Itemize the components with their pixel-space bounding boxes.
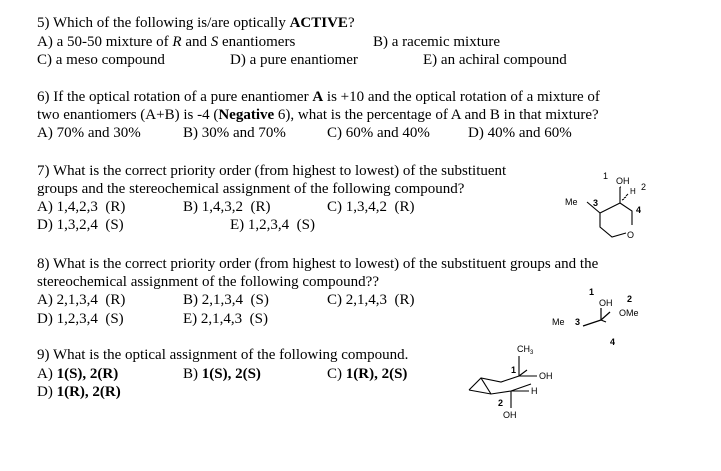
q8-option-c[interactable]: C) 2,1,4,3 (R) (327, 292, 415, 308)
q9-label-h: H (531, 386, 538, 396)
q7-label-me: Me (565, 197, 578, 207)
q8-label-me: Me (552, 317, 565, 327)
q7-label-2: 2 (641, 182, 647, 192)
q7-bonds (587, 187, 632, 237)
q7-option-b[interactable]: B) 1,4,3,2 (R) (183, 199, 271, 215)
q5-option-d[interactable]: D) a pure enantiomer (230, 52, 358, 68)
q7-option-e[interactable]: E) 1,2,3,4 (S) (230, 217, 315, 233)
q7-option-a[interactable]: A) 1,4,2,3 (R) (37, 199, 126, 215)
q7-label-1: 1 (603, 171, 609, 181)
q8-label-ome: OMe (619, 308, 639, 318)
q8-stem-line2: stereochemical assignment of the following compound?? (37, 274, 379, 290)
q7-label-o: O (627, 230, 635, 240)
q8-label-2: 2 (627, 294, 633, 304)
q9-option-d[interactable]: D) 1(R), 2(R) (37, 384, 121, 400)
q7-label-h: H (630, 187, 636, 196)
q7-label-4: 4 (636, 205, 642, 215)
q9-label-2: 2 (498, 398, 504, 408)
q6-option-d[interactable]: D) 40% and 60% (468, 125, 572, 141)
q5-option-a[interactable]: A) a 50-50 mixture of R and S enantiomers (37, 34, 296, 50)
q8-label-oh: OH (599, 298, 613, 308)
q8-option-d[interactable]: D) 1,2,3,4 (S) (37, 311, 124, 327)
q9-option-c[interactable]: C) 1(R), 2(S) (327, 366, 408, 382)
q9-label-ch3: $CH_3$ (517, 344, 534, 356)
q7-hash-bond (622, 194, 628, 200)
q9-label-oh-right: OH (539, 371, 553, 381)
q6-option-a[interactable]: A) 70% and 30% (37, 125, 141, 141)
q5-option-b[interactable]: B) a racemic mixture (373, 34, 501, 50)
q5-option-c[interactable]: C) a meso compound (37, 52, 165, 68)
q9-structure (455, 338, 595, 428)
q9-label-oh-bottom: OH (503, 410, 517, 420)
q8-label-3: 3 (575, 317, 581, 327)
q7-stem-line1: 7) What is the correct priority order (from highest to lowest) of the substituent (37, 163, 507, 179)
q8-option-b[interactable]: B) 2,1,3,4 (S) (183, 292, 269, 308)
q8-stem-line1: 8) What is the correct priority order (from highest to lowest) of the substituent groups and the (37, 256, 599, 272)
q9-stem: 9) What is the optical assignment of the following compound. (37, 347, 409, 363)
q6-option-c[interactable]: C) 60% and 40% (327, 125, 430, 141)
q8-option-e[interactable]: E) 2,1,4,3 (S) (183, 311, 268, 327)
q7-structure (560, 165, 660, 250)
q7-option-d[interactable]: D) 1,3,2,4 (S) (37, 217, 124, 233)
q8-bonds (583, 308, 610, 326)
q8-option-a[interactable]: A) 2,1,3,4 (R) (37, 292, 126, 308)
q9-option-b[interactable]: B) 1(S), 2(S) (183, 366, 261, 382)
q5-stem: 5) Which of the following is/are optically ACTIVE? (37, 15, 355, 31)
q6-option-b[interactable]: B) 30% and 70% (183, 125, 286, 141)
q6-stem-line2: two enantiomers (A+B) is -4 (Negative 6), what is the percentage of A and B in that mixture? (37, 107, 599, 123)
q7-label-oh: OH (616, 176, 630, 186)
q7-option-c[interactable]: C) 1,3,4,2 (R) (327, 199, 415, 215)
q8-label-1: 1 (589, 287, 595, 297)
q5-option-e[interactable]: E) an achiral compound (423, 52, 567, 68)
q8-label-4: 4 (610, 337, 616, 347)
q6-stem-line1: 6) If the optical rotation of a pure enantiomer A is +10 and the optical rotation of a mixture of (37, 89, 600, 105)
q9-option-a[interactable]: A) 1(S), 2(R) (37, 366, 119, 382)
q9-label-1: 1 (511, 365, 517, 375)
q7-label-3: 3 (593, 198, 599, 208)
q7-stem-line2: groups and the stereochemical assignment of the following compound? (37, 181, 465, 197)
